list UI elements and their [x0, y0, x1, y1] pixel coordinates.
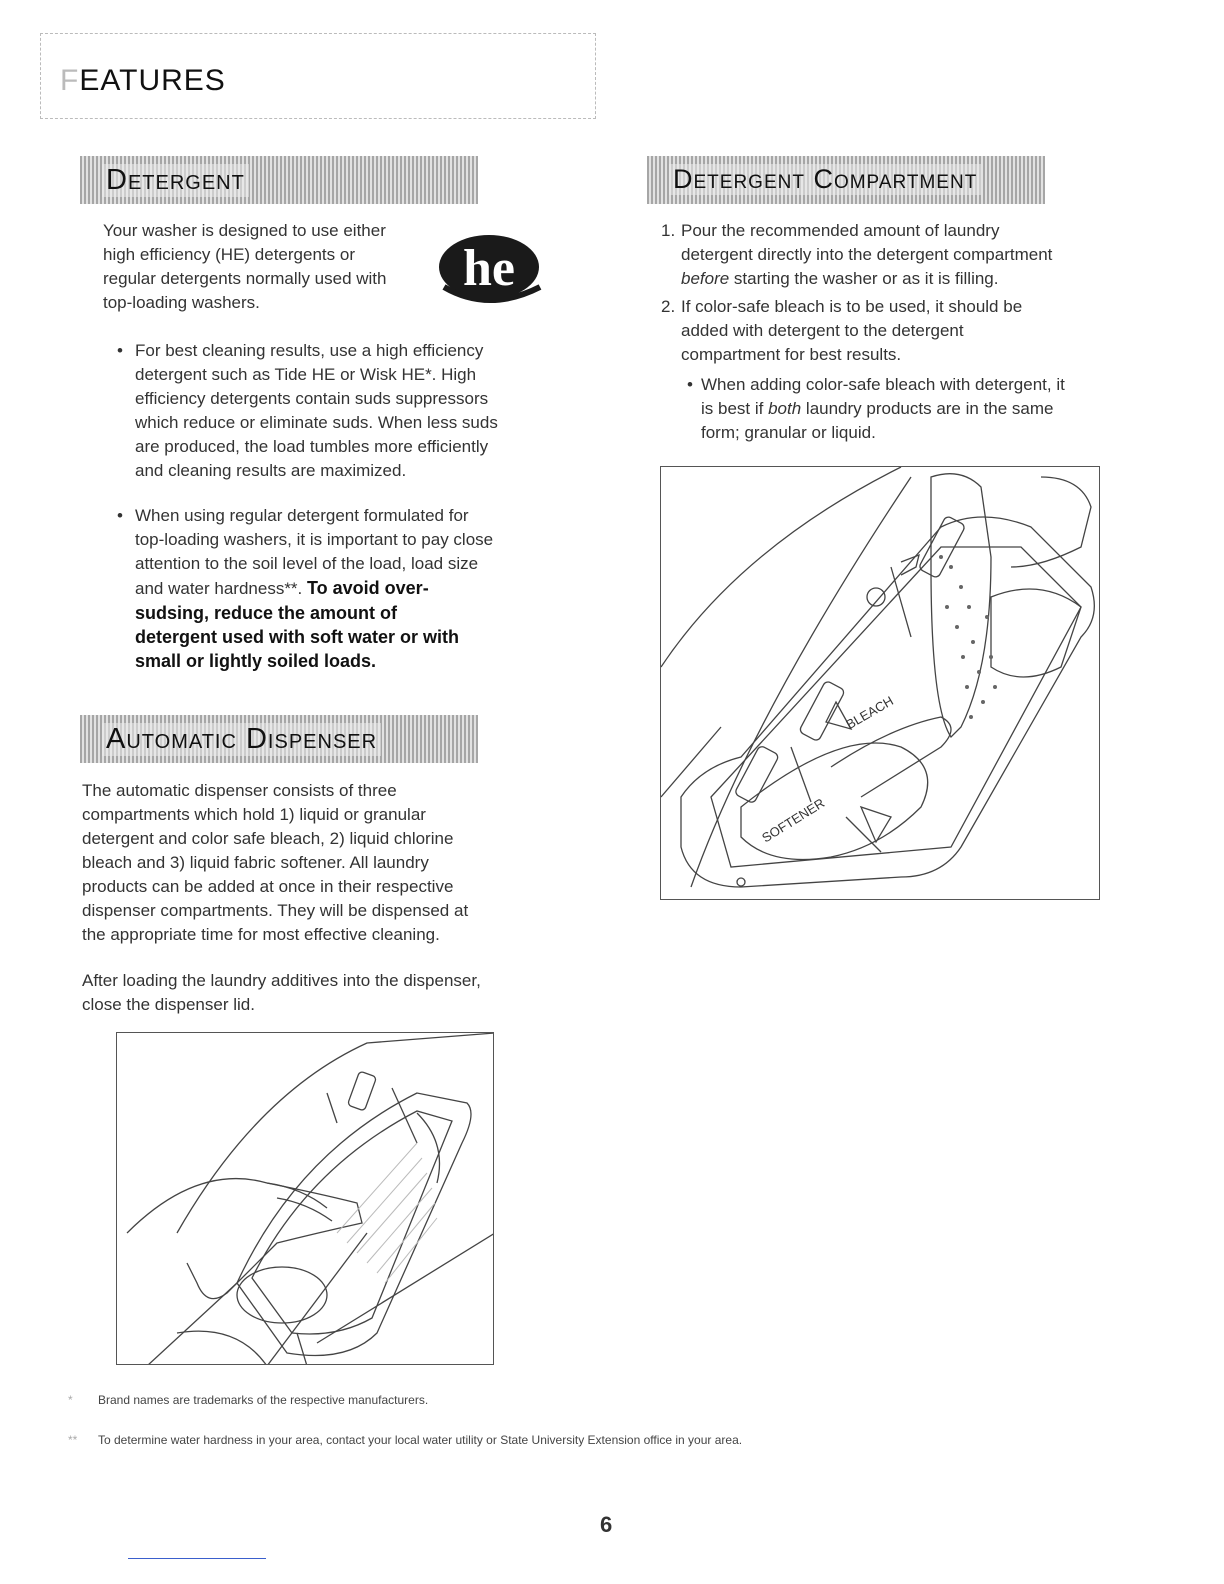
svg-text:he: he: [463, 240, 515, 297]
detergent-intro: Your washer is designed to use either high efficiency (HE) detergents or regular detergents normally used with top-loading washers.: [103, 221, 387, 312]
he-logo-icon: [430, 225, 548, 305]
svg-text:SOFTENER: SOFTENER: [759, 795, 828, 846]
dispenser-paragraph-1: The automatic dispenser consists of three compartments which hold 1) liquid or granular detergent and color safe bleach, 2) liquid chlorine bleach and 3) liquid fabric softener. All laundry products can be added at once in their respective dispenser compartments. They will be dispensed at the appropriate time for most effective cleaning.: [82, 781, 469, 944]
pouring-detergent-illustration: [660, 466, 1100, 900]
dispenser-paragraph-2: After loading the laundry additives into the dispenser, close the dispenser lid.: [82, 971, 481, 1014]
page-number: 6: [600, 1512, 613, 1537]
dispenser-lid-illustration: [116, 1032, 494, 1365]
detergent-bullet-1: • For best cleaning results, use a high efficiency detergent such as Tide HE or Wisk HE*. High efficiency detergents contain suds suppressors which reduce or eliminate suds. When less suds are produced, the load tumbles more efficiently and cleaning results are maximized.: [117, 341, 498, 480]
automatic-dispenser-heading-bar: [80, 715, 478, 763]
detergent-compartment-heading: Detergent Compartment: [669, 164, 981, 195]
footnote-1: * Brand names are trademarks of the respective manufacturers.: [68, 1393, 429, 1407]
detergent-pour-icon: [661, 467, 1100, 900]
page-title: FEATURES: [60, 64, 226, 97]
bottom-rule: [128, 1558, 266, 1559]
compartment-step-2: 2. If color-safe bleach is to be used, it should be added with detergent to the detergent compartment for best results.: [661, 297, 1023, 364]
compartment-sub-bullet: • When adding color-safe bleach with detergent, it is best if both laundry products are in the same form; granular or liquid.: [687, 375, 1065, 442]
footnote-2: ** To determine water hardness in your area, contact your local water utility or State University Extension office in your area.: [68, 1433, 743, 1447]
automatic-dispenser-heading: Automatic Dispenser: [102, 723, 381, 756]
hand-closing-lid-icon: [117, 1033, 494, 1365]
detergent-bullet-2: • When using regular detergent formulated for top-loading washers, it is important to pay close attention to the soil level of the load, load size and water hardness**. To avoid over- sudsing, reduce the amount of detergent used with soft water or with small or lightly soiled loads.: [117, 506, 494, 671]
detergent-heading-bar: [80, 156, 478, 204]
detergent-compartment-heading-bar: [647, 156, 1045, 204]
compartment-step-1: 1. Pour the recommended amount of laundry detergent directly into the detergent compartment before starting the washer or as it is filling.: [661, 221, 1053, 288]
detergent-heading: Detergent: [102, 164, 249, 197]
svg-text:BLEACH: BLEACH: [843, 693, 896, 733]
